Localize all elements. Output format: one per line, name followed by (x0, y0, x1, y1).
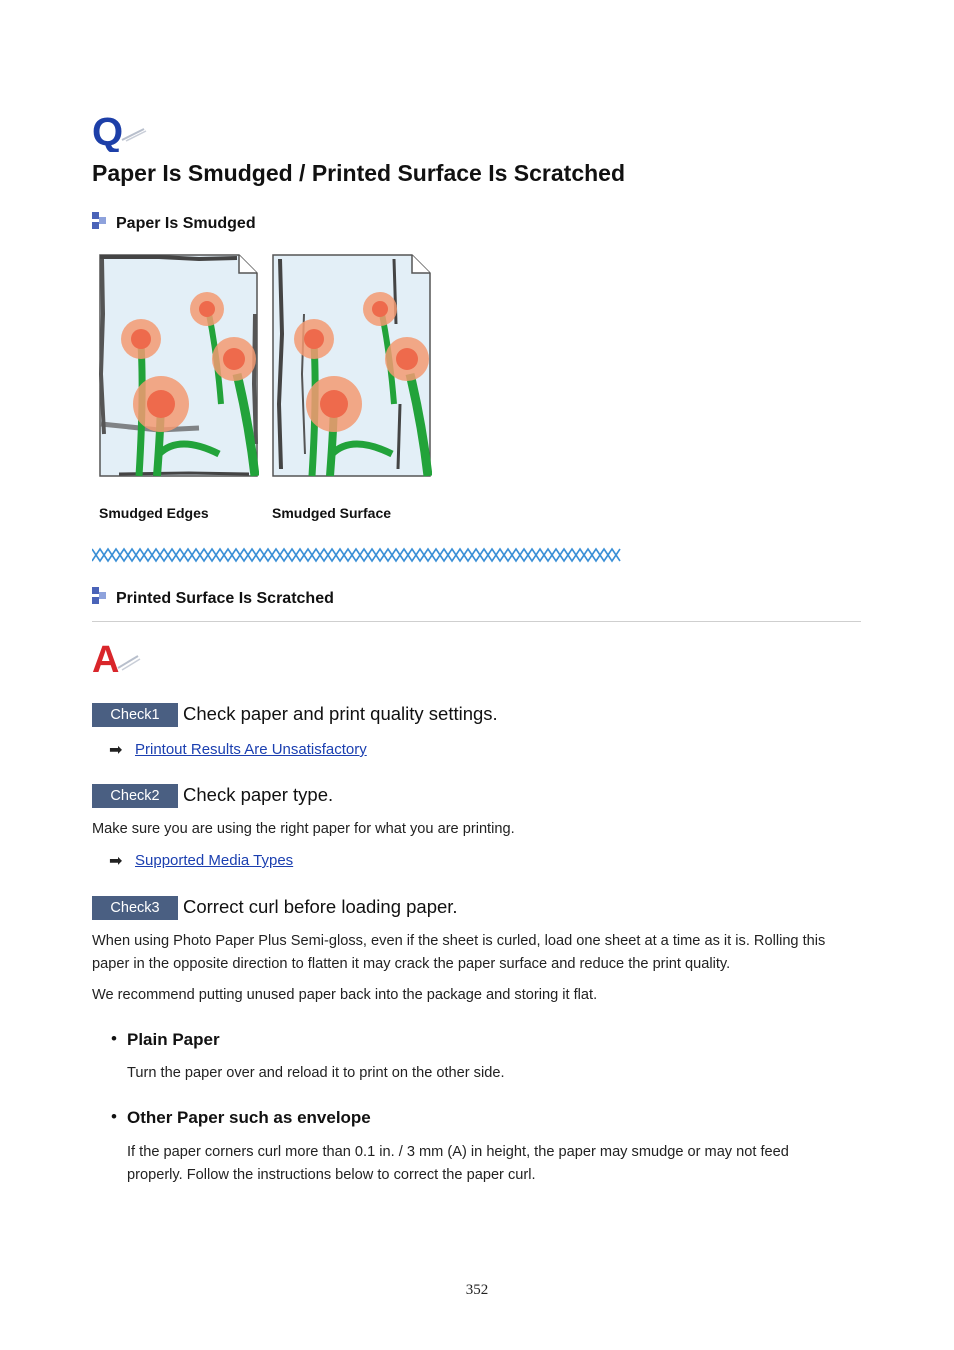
zigzag-divider (92, 547, 624, 563)
check1-title: Check paper and print quality settings. (183, 703, 498, 724)
bullet-dot: • (111, 1107, 117, 1126)
bullet-text-plain-paper: Turn the paper over and reload it to print on the other side. (127, 1065, 505, 1081)
section-divider-line (92, 621, 861, 622)
bullet-dot: • (111, 1029, 117, 1048)
answer-icon (92, 640, 142, 676)
check3-title: Correct curl before loading paper. (183, 896, 458, 917)
bullet-text-other-paper: If the paper corners curl more than 0.1 in. / 3 mm (A) in height, the paper may smudge or may not feed properly. Follow the instructions below to correct the paper curl. (127, 1144, 789, 1183)
caption-smudged-edges: Smudged Edges (99, 505, 209, 521)
check3-body-2: We recommend putting unused paper back into the package and storing it flat. (92, 987, 598, 1003)
link-supported-media-types[interactable]: Supported Media Types (135, 852, 294, 869)
link-printout-results[interactable]: Printout Results Are Unsatisfactory (135, 741, 367, 758)
check3-body-1: When using Photo Paper Plus Semi-gloss, even if the sheet is curled, load one sheet at a time as it is. Rolling this paper in the opposite direction to flatten it may crack the paper surface and reduce the print quality. (92, 933, 826, 972)
answer-icon-letter: A (92, 640, 120, 676)
question-icon-letter: Q (92, 112, 124, 152)
arrow-right-icon: ➡ (109, 853, 123, 870)
bullet-heading-other-paper: Other Paper such as envelope (127, 1108, 371, 1127)
section-marker-icon (92, 587, 106, 605)
check3-badge: Check3 (92, 896, 178, 920)
check1-badge: Check1 (92, 703, 178, 727)
page-title: Paper Is Smudged / Printed Surface Is Scratched (92, 160, 626, 186)
section-heading-smudged: Paper Is Smudged (116, 215, 256, 232)
section-heading-scratched: Printed Surface Is Scratched (116, 590, 334, 607)
bullet-heading-plain-paper: Plain Paper (127, 1030, 220, 1049)
check2-title: Check paper type. (183, 784, 334, 805)
smudged-edges-illustration (99, 254, 259, 478)
arrow-right-icon: ➡ (109, 742, 123, 759)
check2-badge: Check2 (92, 784, 178, 808)
check2-body: Make sure you are using the right paper for what you are printing. (92, 821, 515, 837)
caption-smudged-surface: Smudged Surface (272, 505, 392, 521)
page-number: 352 (465, 1282, 489, 1298)
section-marker-icon (92, 212, 106, 230)
smudged-surface-illustration (272, 254, 432, 478)
question-icon (92, 112, 148, 152)
